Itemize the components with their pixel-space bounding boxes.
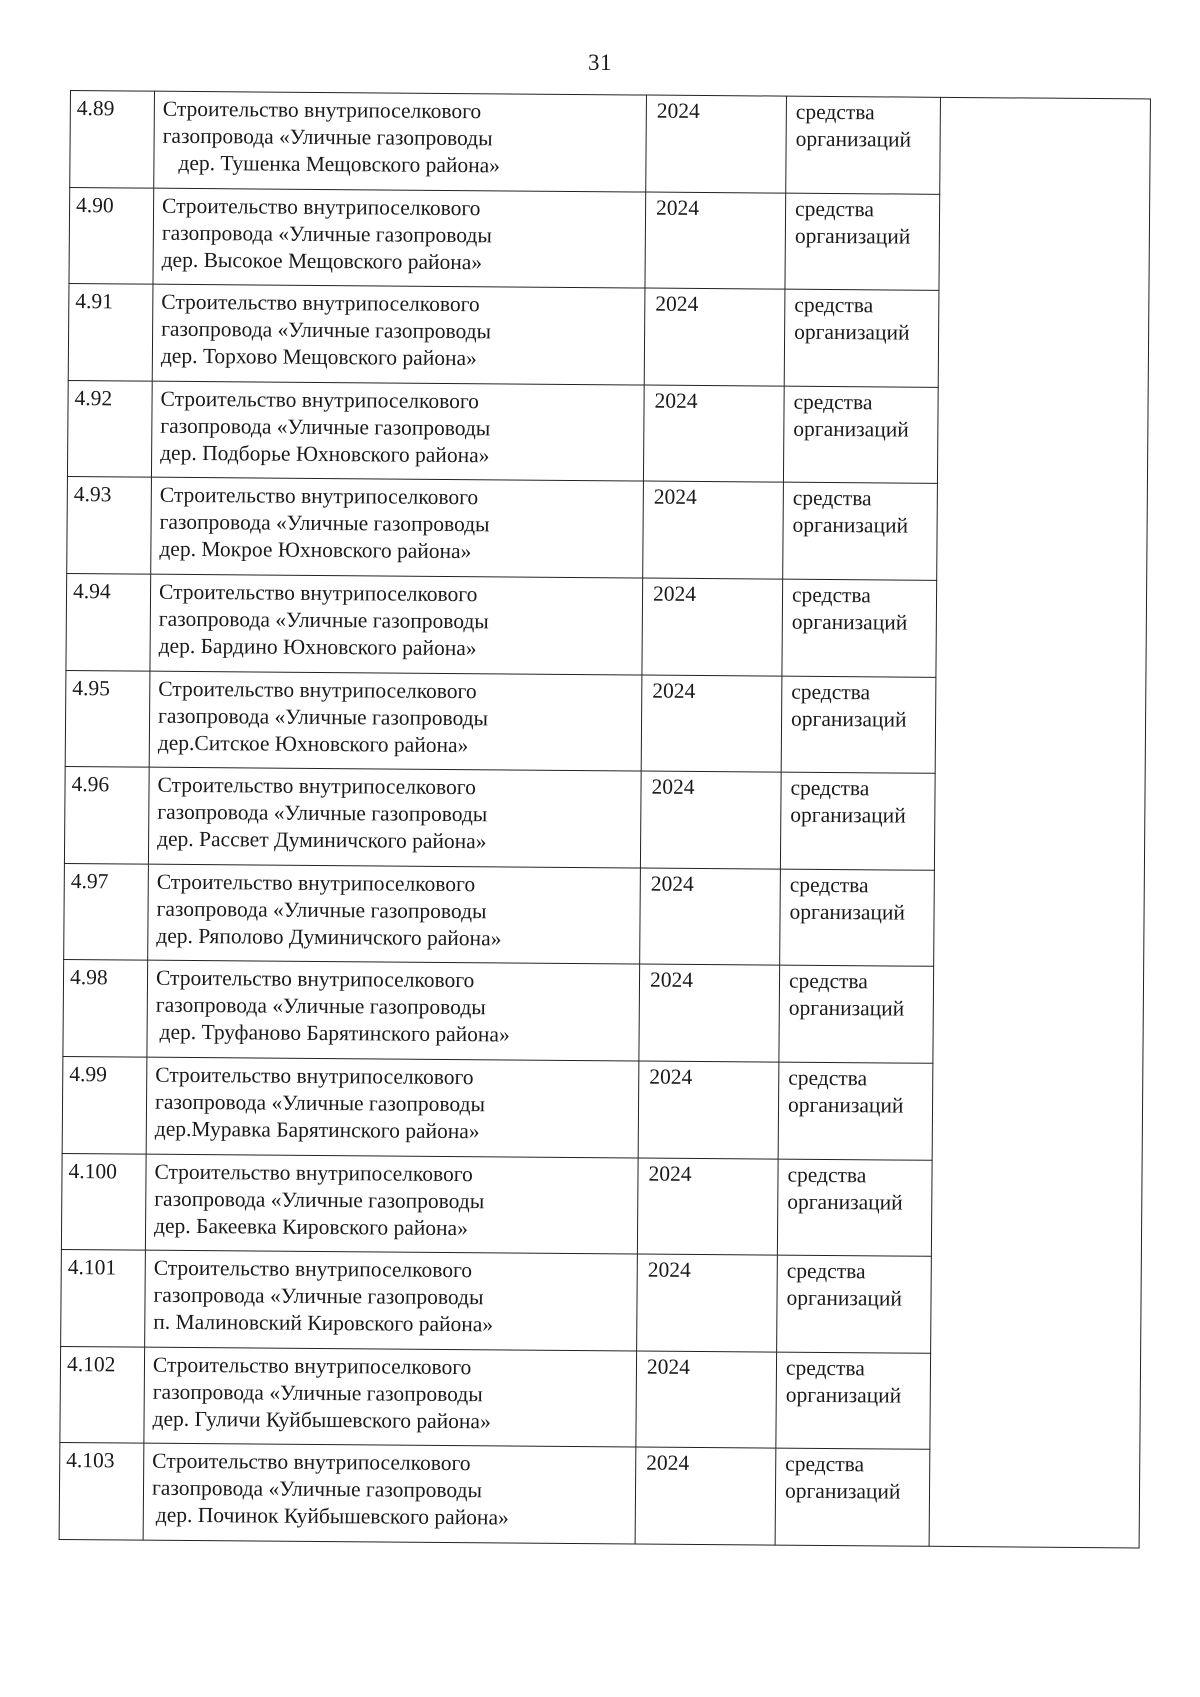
year: 2024	[652, 678, 696, 703]
row-number: 4.94	[72, 579, 111, 604]
row-number: 4.90	[76, 192, 114, 217]
row-number-cell	[68, 284, 153, 381]
year: 2024	[651, 774, 695, 800]
funding-source-line: средства	[794, 196, 875, 221]
row-number: 4.91	[75, 289, 114, 314]
year-cell	[636, 1351, 777, 1449]
year-cell	[640, 771, 781, 869]
funding-source-line: средства	[791, 582, 871, 608]
row-number-cell	[70, 91, 155, 188]
project-name-line: Строительство внутрипоселкового	[159, 483, 479, 510]
year: 2024	[650, 871, 694, 896]
project-name-cell	[152, 284, 645, 384]
project-name-line: дер. Тушенка Мещовского района»	[178, 150, 501, 178]
project-name-line: дер. Торхово Мещовского района»	[160, 343, 477, 371]
project-name-cell	[145, 1154, 638, 1254]
project-name-line: Строительство внутрипоселкового	[156, 869, 476, 896]
row-number-cell	[67, 477, 152, 574]
year: 2024	[653, 484, 697, 510]
funding-source-line: организаций	[786, 1285, 903, 1311]
funding-source-line: средства	[786, 1258, 866, 1284]
project-name-cell	[151, 381, 644, 481]
funding-source-line: организаций	[790, 706, 907, 732]
funding-source-line: средства	[791, 679, 871, 704]
row-number-cell	[60, 1346, 145, 1443]
funding-source-line: средства	[785, 1451, 865, 1477]
project-name-line: Строительство внутрипоселкового	[161, 289, 480, 317]
funding-source-line: организаций	[784, 1478, 901, 1504]
project-name-line: Строительство внутрипоселкового	[158, 579, 478, 607]
funding-source-cell	[780, 869, 935, 967]
funding-source-line: средства	[795, 99, 875, 125]
row-number: 4.103	[66, 1448, 115, 1473]
funding-source-line: организаций	[793, 416, 909, 442]
project-name-cell	[149, 671, 642, 771]
table-body	[59, 91, 1150, 1548]
year: 2024	[656, 98, 700, 123]
row-number: 4.92	[74, 385, 113, 411]
funding-source-line: средства	[794, 292, 874, 318]
funding-source-line: средства	[790, 775, 870, 801]
funding-source-cell	[785, 193, 940, 291]
project-name-cell	[147, 960, 640, 1060]
row-number: 4.98	[69, 965, 108, 990]
funding-source-line: организаций	[792, 513, 909, 538]
row-number-cell	[61, 1153, 146, 1250]
project-name-cell	[148, 864, 641, 964]
year: 2024	[655, 291, 699, 317]
row-number: 4.93	[73, 482, 112, 507]
row-number: 4.96	[71, 772, 110, 797]
funding-source-line: средства	[785, 1355, 865, 1381]
project-name-line: газопровода «Уличные газопроводы	[157, 703, 489, 730]
funding-source-cell	[783, 482, 938, 580]
funding-source-line: средства	[788, 1065, 868, 1091]
year: 2024	[656, 195, 700, 220]
funding-source-line: средства	[787, 1162, 867, 1187]
funding-source-line: организаций	[795, 126, 912, 152]
project-name-line: дер. Гуличи Куйбышевского района»	[152, 1406, 491, 1434]
project-name-line: Строительство внутрипоселкового	[152, 1449, 471, 1476]
funding-source-line: средства	[788, 969, 868, 994]
funding-source-cell	[780, 772, 935, 870]
funding-source-line: средства	[789, 872, 869, 898]
project-name-line: дер. Ряполово Думиничского района»	[156, 923, 502, 951]
project-name-cell	[144, 1347, 637, 1447]
row-number-cell	[66, 573, 151, 670]
project-name-line: Строительство внутрипоселкового	[154, 1159, 473, 1186]
funding-source-cell	[779, 965, 934, 1063]
year-cell	[646, 95, 787, 193]
project-name-line: газопровода «Уличные газопроводы	[154, 1186, 485, 1213]
funding-source-line: средства	[792, 486, 872, 511]
funding-source-cell	[781, 676, 936, 774]
empty-column-cell	[929, 97, 1150, 1548]
year-cell	[638, 1061, 779, 1159]
year-cell	[635, 1447, 776, 1545]
project-name-line: газопровода «Уличные газопроводы	[158, 606, 489, 634]
project-name-line: газопровода «Уличные газопроводы	[157, 799, 488, 827]
project-name-line: дер. Высокое Мещовского района»	[161, 247, 483, 274]
funding-source-cell	[782, 579, 937, 677]
year-cell	[641, 675, 782, 773]
project-name-line: Строительство внутрипоселкового	[155, 1062, 474, 1090]
year-cell	[640, 868, 781, 966]
project-name-cell	[143, 1443, 636, 1544]
project-name-line: дер.Муравка Барятинского района»	[154, 1116, 480, 1144]
funding-source-line: организаций	[790, 802, 906, 828]
year: 2024	[649, 967, 694, 993]
year-cell	[637, 1158, 778, 1256]
year-cell	[643, 385, 784, 483]
funding-source-line: организаций	[787, 1189, 903, 1215]
project-name-line: Строительство внутрипоселкового	[158, 676, 477, 703]
row-number-cell	[67, 380, 152, 477]
funding-source-cell	[777, 1159, 932, 1257]
project-name-line: дер. Труфаново Барятинского района»	[159, 1020, 510, 1047]
row-number-cell	[62, 1056, 147, 1153]
project-name-cell	[148, 767, 641, 867]
project-name-cell	[151, 478, 644, 578]
project-name-line: газопровода «Уличные газопроводы	[152, 1379, 483, 1407]
funding-source-line: организаций	[791, 609, 908, 635]
row-number-cell	[65, 670, 150, 767]
project-name-line: дер.Ситское Юхновского района»	[157, 730, 469, 757]
funding-source-cell	[784, 289, 939, 387]
project-name-line: газопровода «Уличные газопроводы	[161, 220, 492, 247]
project-name-line: Строительство внутрипоселкового	[152, 1352, 472, 1379]
project-name-line: газопровода «Уличные газопроводы	[155, 993, 486, 1020]
project-name-line: газопровода «Уличные газопроводы	[154, 1089, 486, 1117]
funding-source-line: организаций	[785, 1382, 902, 1408]
row-number: 4.101	[67, 1255, 117, 1280]
year-cell	[645, 192, 786, 290]
year: 2024	[647, 1257, 691, 1283]
project-name-line: дер. Мокрое Юхновского района»	[159, 537, 472, 564]
funding-source-cell	[783, 386, 938, 484]
year-cell	[639, 964, 780, 1062]
row-number-cell	[69, 187, 154, 284]
year: 2024	[646, 1354, 691, 1379]
project-name-line: Строительство внутрипоселкового	[160, 386, 480, 414]
funding-source-cell	[775, 1448, 930, 1546]
project-name-line: дер. Бакеевка Кировского района»	[153, 1213, 469, 1240]
row-number-cell	[61, 1250, 146, 1347]
year: 2024	[652, 581, 697, 606]
row-number: 4.89	[76, 96, 115, 121]
project-name-line: газопровода «Уличные газопроводы	[161, 316, 492, 344]
project-name-line: Строительство внутрипоселкового	[157, 772, 476, 800]
project-name-line: Строительство внутрипоселкового	[153, 1255, 473, 1283]
page-number: 31	[588, 50, 612, 75]
year-cell	[637, 1254, 778, 1352]
funding-source-cell	[778, 1062, 933, 1160]
project-name-line: дер. Бардино Юхновского района»	[158, 633, 477, 661]
project-name-line: газопровода «Уличные газопроводы	[156, 896, 487, 924]
year: 2024	[648, 1161, 692, 1186]
row-number: 4.97	[70, 868, 109, 894]
project-name-cell	[145, 1250, 638, 1350]
project-name-line: газопровода «Уличные газопроводы	[153, 1282, 484, 1310]
project-name-line: газопровода «Уличные газопроводы	[159, 510, 490, 537]
project-name-cell	[154, 91, 647, 191]
funding-source-line: организаций	[787, 1092, 904, 1118]
project-name-line: Строительство внутрипоселкового	[162, 193, 481, 220]
funding-source-line: организаций	[788, 996, 905, 1021]
row-number-cell	[59, 1443, 144, 1540]
project-name-cell	[153, 188, 646, 288]
project-name-line: газопровода «Уличные газопроводы	[151, 1476, 483, 1503]
row-number: 4.99	[69, 1061, 107, 1087]
year: 2024	[646, 1450, 690, 1476]
project-name-line: дер. Рассвет Думиничского района»	[157, 826, 487, 854]
projects-table	[59, 90, 1151, 1548]
project-name-line: Строительство внутрипоселкового	[162, 96, 482, 124]
year-cell	[642, 578, 783, 676]
project-name-line: Строительство внутрипоселкового	[155, 966, 475, 993]
project-name-line: дер. Подборье Юхновского района»	[160, 440, 490, 468]
year-cell	[644, 288, 785, 386]
project-name-cell	[150, 574, 643, 674]
project-name-line: дер. Починок Куйбышевского района»	[155, 1503, 509, 1530]
project-name-line: газопровода «Уличные газопроводы	[160, 413, 491, 441]
funding-source-line: организаций	[794, 319, 910, 345]
project-name-line: п. Малиновский Кировского района»	[153, 1309, 494, 1337]
row-number: 4.95	[72, 675, 111, 700]
year: 2024	[654, 388, 698, 413]
funding-source-cell	[777, 1255, 932, 1353]
row-number-cell	[64, 863, 149, 960]
funding-source-line: организаций	[794, 223, 911, 249]
table-row	[70, 91, 1151, 196]
row-number: 4.100	[68, 1158, 117, 1183]
year: 2024	[649, 1064, 693, 1089]
year-cell	[643, 481, 784, 579]
row-number-cell	[63, 960, 148, 1057]
row-number-cell	[64, 767, 149, 864]
funding-source-cell	[786, 96, 941, 194]
project-name-cell	[146, 1057, 639, 1157]
funding-source-line: организаций	[789, 899, 906, 925]
project-name-line: газопровода «Уличные газопроводы	[162, 123, 493, 151]
row-number: 4.102	[66, 1351, 116, 1377]
funding-source-line: средства	[793, 389, 873, 415]
funding-source-cell	[776, 1352, 931, 1450]
